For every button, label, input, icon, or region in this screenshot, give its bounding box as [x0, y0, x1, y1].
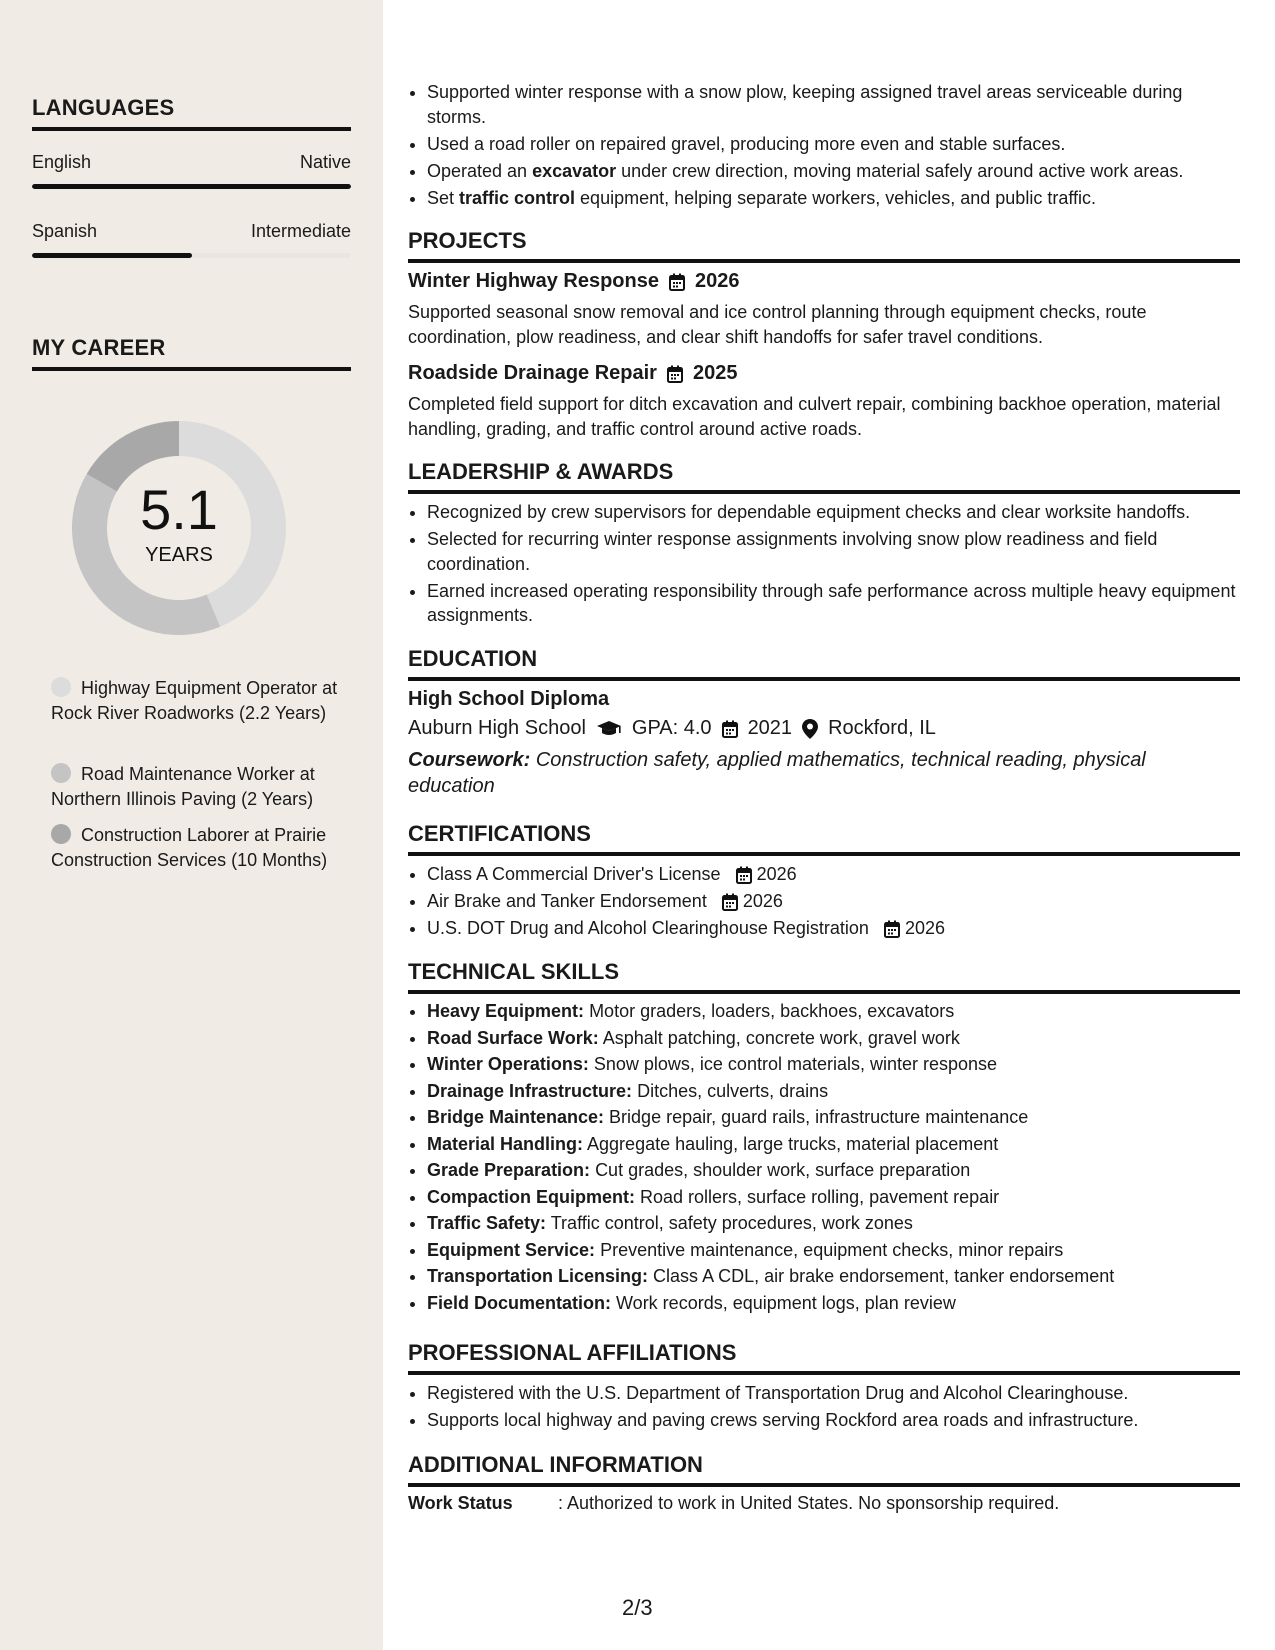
- project-description: Supported seasonal snow removal and ice control planning through equipment checks, route coordination, plow readiness, and clear shift handoffs for safer travel conditions.: [408, 302, 1147, 347]
- education-coursework: [408, 747, 1208, 799]
- legend-dot: [51, 677, 71, 697]
- affiliation-item: • Registered with the U.S. Department of Transportation Drug and Alcohol Clearinghouse.: [427, 1381, 1239, 1406]
- projects-heading: PROJECTS: [408, 228, 1240, 263]
- language-level: Intermediate: [250, 221, 351, 241]
- calendar-icon: [722, 720, 738, 738]
- language-proficiency-bar: [32, 253, 351, 258]
- legend-dot: [51, 824, 71, 844]
- career-total-number: 5.1: [140, 477, 218, 541]
- sidebar: [0, 0, 383, 1650]
- skill-values: Preventive maintenance, equipment checks, minor repairs: [600, 1239, 1064, 1260]
- school-name: Auburn High School: [408, 717, 586, 739]
- bullet-text: Supported winter response with a snow plow, keeping assigned travel areas serviceable during storms.: [427, 82, 1183, 127]
- additional-heading: ADDITIONAL INFORMATION: [408, 1452, 1240, 1487]
- leadership-item: • Selected for recurring winter response assignments involving snow plow readiness and field coordination.: [427, 527, 1239, 576]
- bullet-keyword: traffic control: [459, 187, 576, 208]
- skill-values: Asphalt patching, concrete work, gravel work: [602, 1027, 960, 1048]
- calendar-icon: [667, 365, 683, 383]
- project-title: [408, 270, 739, 293]
- skill-category: Winter Operations:: [427, 1054, 589, 1074]
- work-status-value: : Authorized to work in United States. No sponsorship required.: [558, 1493, 1060, 1513]
- skill-item: [427, 1052, 1239, 1077]
- languages-heading: LANGUAGES: [32, 95, 351, 131]
- skill-values: Snow plows, ice control materials, winter response: [593, 1054, 998, 1074]
- career-heading: MY CAREER: [32, 335, 351, 371]
- skills-heading: TECHNICAL SKILLS: [408, 959, 1240, 994]
- skills-list: [408, 999, 1239, 1317]
- skill-item: [427, 1211, 1239, 1236]
- leadership-item: • Recognized by crew supervisors for dependable equipment checks and clear worksite handoffs.: [427, 500, 1239, 525]
- project-year: 2025: [692, 362, 738, 384]
- location-pin-icon: [802, 719, 818, 739]
- certification-name: Air Brake and Tanker Endorsement: [427, 891, 707, 911]
- coursework-text: Construction safety, applied mathematics, technical reading, physical education: [408, 749, 1146, 797]
- skill-item: [427, 1264, 1239, 1289]
- certifications-heading: CERTIFICATIONS: [408, 821, 1240, 856]
- skill-values: Traffic control, safety procedures, work zones: [550, 1213, 913, 1233]
- career-total-unit: YEARS: [145, 543, 213, 566]
- language-proficiency-fill: [32, 253, 192, 258]
- education-location: Rockford, IL: [828, 717, 936, 739]
- skill-category: Material Handling:: [427, 1133, 584, 1154]
- leadership-list: [408, 500, 1239, 630]
- skill-values: Road rollers, surface rolling, pavement repair: [640, 1186, 1000, 1207]
- calendar-icon: [736, 866, 752, 884]
- career-total: [64, 413, 294, 643]
- language-row: [32, 221, 351, 242]
- skill-category: Drainage Infrastructure:: [427, 1080, 633, 1101]
- certification-year: 2026: [904, 918, 945, 938]
- career-legend-item: [51, 676, 341, 725]
- skill-item: [427, 1026, 1239, 1051]
- language-name: Spanish: [32, 221, 98, 241]
- certification-item: [427, 889, 1239, 914]
- experience-bullet: [427, 186, 1239, 211]
- legend-label: Road Maintenance Worker at Northern Illinois Paving (2 Years): [51, 764, 315, 809]
- education-gpa: GPA: 4.0: [631, 717, 712, 739]
- skill-category: Road Surface Work:: [427, 1027, 599, 1048]
- skill-values: Aggregate hauling, large trucks, material placement: [587, 1133, 999, 1154]
- affiliations-heading: PROFESSIONAL AFFILIATIONS: [408, 1340, 1240, 1375]
- skill-values: Cut grades, shoulder work, surface preparation: [595, 1160, 971, 1180]
- education-heading: EDUCATION: [408, 646, 1240, 681]
- skill-item: [427, 1132, 1239, 1157]
- project-year: 2026: [694, 270, 740, 292]
- skill-values: Work records, equipment logs, plan review: [616, 1292, 956, 1313]
- work-status-row: [408, 1493, 1240, 1514]
- skill-category: Compaction Equipment:: [427, 1186, 635, 1207]
- skill-values: Motor graders, loaders, backhoes, excavators: [589, 1001, 955, 1021]
- project-description: Completed field support for ditch excavation and culvert repair, combining backhoe operation, material handling, grading, and traffic control around active roads.: [408, 394, 1221, 439]
- certification-item: [427, 916, 1239, 941]
- skill-item: [427, 1291, 1239, 1316]
- skill-category: Grade Preparation:: [427, 1160, 591, 1180]
- skill-category: Transportation Licensing:: [427, 1266, 649, 1286]
- work-status-label: Work Status: [408, 1493, 513, 1513]
- bullet-text: Used a road roller on repaired gravel, producing more even and stable surfaces.: [427, 133, 1066, 154]
- skill-category: Heavy Equipment:: [427, 1001, 585, 1021]
- experience-bullet: [427, 132, 1239, 157]
- certification-item: [427, 862, 1239, 887]
- certification-year: 2026: [756, 864, 797, 884]
- affiliation-item: • Supports local highway and paving crews serving Rockford area roads and infrastructure.: [427, 1408, 1239, 1433]
- skill-category: Traffic Safety:: [427, 1213, 547, 1233]
- bullet-keyword: excavator: [532, 160, 617, 181]
- experience-bullets: [408, 80, 1239, 213]
- skill-item: [427, 1238, 1239, 1263]
- graduation-cap-icon: [596, 720, 622, 738]
- language-proficiency-bar: [32, 184, 351, 189]
- skill-item: [427, 1158, 1239, 1183]
- skill-values: Class A CDL, air brake endorsement, tanker endorsement: [653, 1266, 1115, 1286]
- skill-category: Equipment Service:: [427, 1239, 596, 1260]
- experience-bullet: [427, 80, 1239, 129]
- skill-item: [427, 1185, 1239, 1210]
- project-name: Winter Highway Response: [408, 270, 659, 292]
- bullet-text: under crew direction, moving material safely around active work areas.: [616, 160, 1184, 181]
- language-proficiency-fill: [32, 184, 351, 189]
- language-name: English: [32, 152, 92, 172]
- legend-label: Highway Equipment Operator at Rock River Roadworks (2.2 Years): [51, 678, 338, 723]
- leadership-heading: LEADERSHIP & AWARDS: [408, 459, 1240, 494]
- skill-category: Bridge Maintenance:: [427, 1107, 605, 1127]
- skill-item: [427, 999, 1239, 1024]
- calendar-icon: [884, 920, 900, 938]
- education-degree: High School Diploma: [408, 688, 610, 710]
- project-name: Roadside Drainage Repair: [408, 362, 657, 384]
- education-details: [408, 717, 936, 740]
- language-row: [32, 152, 351, 173]
- legend-dot: [51, 763, 71, 783]
- certifications-list: [408, 862, 1239, 943]
- skill-category: Field Documentation:: [427, 1292, 611, 1313]
- calendar-icon: [722, 893, 738, 911]
- experience-bullet: [427, 159, 1239, 184]
- education-year: 2021: [747, 717, 793, 739]
- affiliations-list: [408, 1381, 1239, 1435]
- certification-year: 2026: [742, 891, 783, 911]
- main-content: [408, 0, 1240, 1650]
- certification-name: Class A Commercial Driver's License: [427, 864, 721, 884]
- leadership-item: • Earned increased operating responsibility through safe performance across multiple heavy equipment assignments.: [427, 579, 1239, 628]
- bullet-text: Operated an: [427, 160, 533, 181]
- bullet-text: Set: [427, 187, 460, 208]
- career-legend-item: [51, 823, 341, 872]
- calendar-icon: [669, 273, 685, 291]
- career-legend-item: [51, 762, 341, 811]
- skill-item: [427, 1105, 1239, 1130]
- bullet-text: equipment, helping separate workers, vehicles, and public traffic.: [575, 187, 1097, 208]
- project-title: [408, 362, 737, 385]
- page-number: 2/3: [622, 1595, 653, 1620]
- coursework-label: Coursework:: [408, 749, 531, 771]
- language-level: Native: [299, 152, 351, 172]
- career-donut-chart: [64, 413, 294, 643]
- skill-values: Ditches, culverts, drains: [637, 1080, 829, 1101]
- skill-values: Bridge repair, guard rails, infrastructure maintenance: [609, 1107, 1029, 1127]
- skill-item: [427, 1079, 1239, 1104]
- certification-name: U.S. DOT Drug and Alcohol Clearinghouse Registration: [427, 918, 869, 938]
- legend-label: Construction Laborer at Prairie Construction Services (10 Months): [51, 825, 328, 870]
